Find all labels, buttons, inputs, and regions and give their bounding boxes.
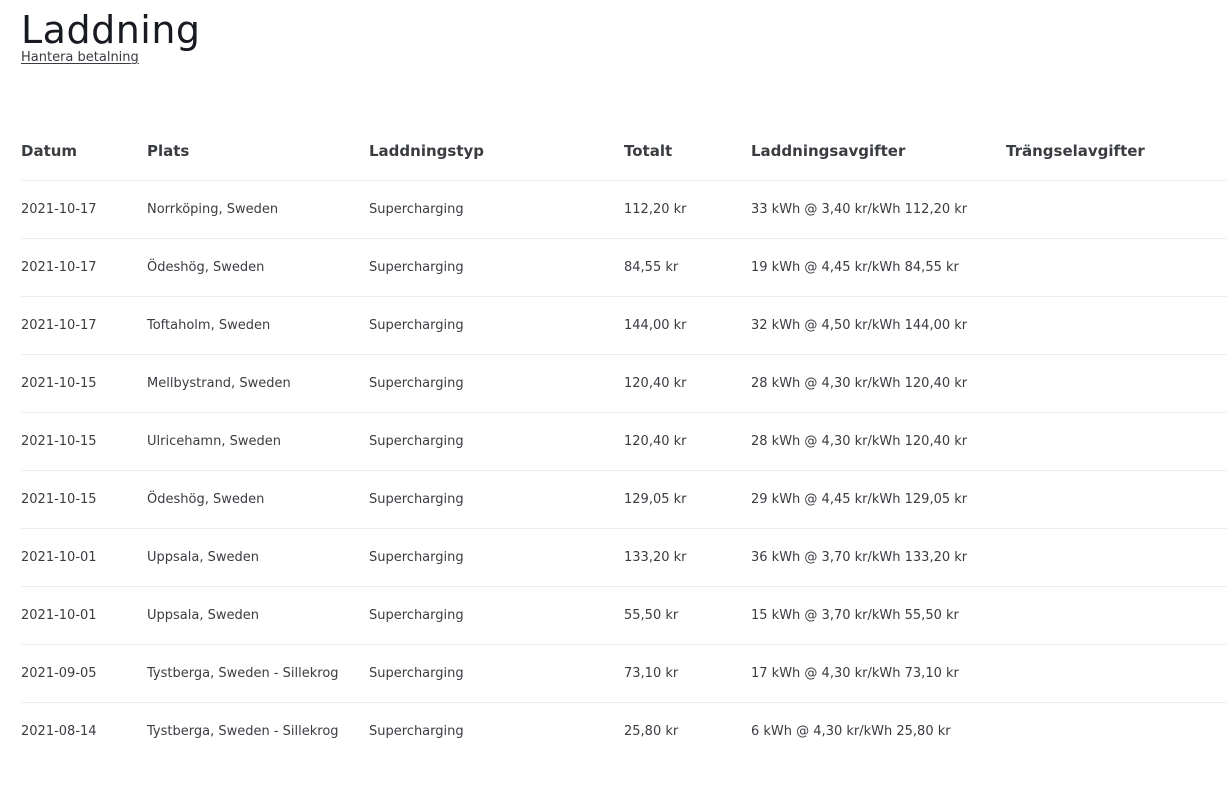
cell-total: 133,20 kr bbox=[624, 529, 751, 587]
cell-congestion-fees bbox=[1006, 471, 1227, 529]
cell-total: 129,05 kr bbox=[624, 471, 751, 529]
cell-date: 2021-10-01 bbox=[21, 587, 147, 645]
cell-place: Uppsala, Sweden bbox=[147, 529, 369, 587]
cell-total: 25,80 kr bbox=[624, 724, 679, 739]
cell-total: 84,55 kr bbox=[624, 239, 751, 297]
cell-place: Tystberga, Sweden - Sillekrog bbox=[147, 645, 369, 703]
cell-charging-type: Supercharging bbox=[369, 587, 624, 645]
column-header-charging-type: Laddningstyp bbox=[369, 122, 624, 181]
cell-charging-fees: 28 kWh @ 4,30 kr/kWh 120,40 kr bbox=[751, 355, 1006, 413]
cell-charging-fees: 32 kWh @ 4,50 kr/kWh 144,00 kr bbox=[751, 297, 1006, 355]
table-row bbox=[21, 355, 1227, 413]
cell-charging-type: Supercharging bbox=[369, 724, 464, 739]
cell-charging-type: Supercharging bbox=[369, 181, 624, 239]
cell-congestion-fees bbox=[1006, 645, 1227, 703]
cell-total: 112,20 kr bbox=[624, 181, 751, 239]
column-header-congestion-fees: Trängselavgifter bbox=[1006, 122, 1227, 181]
cell-charging-type: Supercharging bbox=[369, 355, 624, 413]
column-header-charging-fees: Laddningsavgifter bbox=[751, 122, 1006, 181]
cell-congestion-fees bbox=[1006, 355, 1227, 413]
column-header-total: Totalt bbox=[624, 122, 751, 181]
table-body bbox=[21, 181, 1227, 761]
cell-place: Toftaholm, Sweden bbox=[147, 297, 369, 355]
cell-charging-type: Supercharging bbox=[369, 297, 624, 355]
table-row bbox=[21, 239, 1227, 297]
cell-date: 2021-09-05 bbox=[21, 645, 147, 703]
cell-congestion-fees bbox=[1006, 587, 1227, 645]
cell-charging-type: Supercharging bbox=[369, 645, 624, 703]
table-row bbox=[21, 529, 1227, 587]
cell-total: 144,00 kr bbox=[624, 297, 751, 355]
cell-charging-fees: 15 kWh @ 3,70 kr/kWh 55,50 kr bbox=[751, 587, 1006, 645]
page-title: Laddning bbox=[21, 8, 201, 52]
cell-charging-fees: 29 kWh @ 4,45 kr/kWh 129,05 kr bbox=[751, 471, 1006, 529]
cell-charging-fees: 33 kWh @ 3,40 kr/kWh 112,20 kr bbox=[751, 181, 1006, 239]
cell-total: 120,40 kr bbox=[624, 413, 751, 471]
cell-congestion-fees bbox=[1006, 181, 1227, 239]
table-row bbox=[21, 587, 1227, 645]
cell-date: 2021-08-14 bbox=[21, 724, 97, 739]
cell-place: Ödeshög, Sweden bbox=[147, 239, 369, 297]
cell-total: 120,40 kr bbox=[624, 355, 751, 413]
table-row bbox=[21, 703, 1227, 761]
table-row bbox=[21, 413, 1227, 471]
cell-date: 2021-10-17 bbox=[21, 239, 147, 297]
cell-charging-type: Supercharging bbox=[369, 239, 624, 297]
cell-date: 2021-10-01 bbox=[21, 529, 147, 587]
cell-congestion-fees bbox=[1006, 529, 1227, 587]
cell-date: 2021-10-15 bbox=[21, 471, 147, 529]
cell-date: 2021-10-17 bbox=[21, 297, 147, 355]
cell-place: Mellbystrand, Sweden bbox=[147, 355, 369, 413]
cell-total: 55,50 kr bbox=[624, 587, 751, 645]
cell-total: 73,10 kr bbox=[624, 645, 751, 703]
column-header-place: Plats bbox=[147, 122, 369, 181]
cell-place: Tystberga, Sweden - Sillekrog bbox=[147, 724, 339, 739]
cell-place: Uppsala, Sweden bbox=[147, 587, 369, 645]
cell-congestion-fees bbox=[1006, 239, 1227, 297]
cell-congestion-fees bbox=[1006, 703, 1227, 761]
cell-date: 2021-10-17 bbox=[21, 181, 147, 239]
column-header-date: Datum bbox=[21, 122, 147, 181]
cell-congestion-fees bbox=[1006, 413, 1227, 471]
cell-place: Ulricehamn, Sweden bbox=[147, 413, 369, 471]
cell-place: Norrköping, Sweden bbox=[147, 181, 369, 239]
cell-charging-fees: 17 kWh @ 4,30 kr/kWh 73,10 kr bbox=[751, 645, 1006, 703]
cell-congestion-fees bbox=[1006, 297, 1227, 355]
cell-charging-fees: 6 kWh @ 4,30 kr/kWh 25,80 kr bbox=[751, 724, 951, 739]
charging-history-table bbox=[21, 122, 1227, 760]
table-row bbox=[21, 297, 1227, 355]
cell-charging-type: Supercharging bbox=[369, 413, 624, 471]
table-header-row bbox=[21, 122, 1227, 181]
cell-charging-type: Supercharging bbox=[369, 529, 624, 587]
cell-charging-type: Supercharging bbox=[369, 471, 624, 529]
table-row bbox=[21, 645, 1227, 703]
cell-date: 2021-10-15 bbox=[21, 413, 147, 471]
manage-payment-link[interactable]: Hantera betalning bbox=[21, 50, 139, 65]
cell-charging-fees: 19 kWh @ 4,45 kr/kWh 84,55 kr bbox=[751, 239, 1006, 297]
cell-date: 2021-10-15 bbox=[21, 355, 147, 413]
cell-place: Ödeshög, Sweden bbox=[147, 471, 369, 529]
cell-charging-fees: 36 kWh @ 3,70 kr/kWh 133,20 kr bbox=[751, 529, 1006, 587]
table-row bbox=[21, 181, 1227, 239]
table-row bbox=[21, 471, 1227, 529]
cell-charging-fees: 28 kWh @ 4,30 kr/kWh 120,40 kr bbox=[751, 413, 1006, 471]
